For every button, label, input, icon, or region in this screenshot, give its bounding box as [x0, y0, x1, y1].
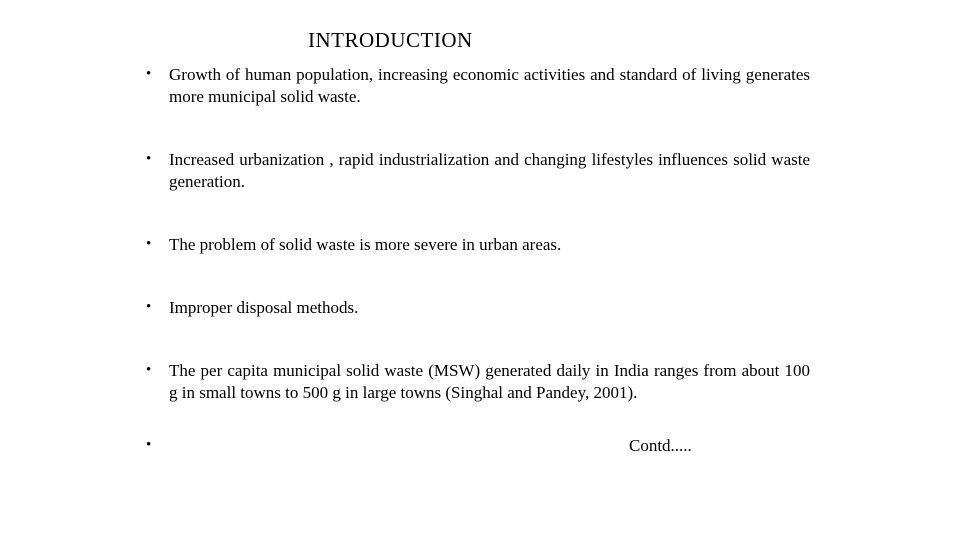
continued-label: Contd..... — [629, 436, 692, 455]
list-item — [146, 234, 810, 256]
bullet-icon: • — [146, 236, 152, 252]
list-item — [146, 149, 810, 192]
bullet-text: Improper disposal methods. — [169, 298, 359, 317]
slide-title: INTRODUCTION — [308, 28, 473, 52]
bullet-text: Increased urbanization , rapid industrialization and changing lifestyles influences solid waste generation. — [169, 150, 810, 191]
bullet-icon: • — [146, 299, 152, 315]
bullet-text: Growth of human population, increasing economic activities and standard of living generates more municipal solid waste. — [169, 65, 810, 106]
list-item — [146, 64, 810, 107]
list-item — [146, 360, 810, 403]
list-item — [146, 297, 810, 319]
bullet-text: The per capita municipal solid waste (MSW) generated daily in India ranges from about 100 g in small towns to 500 g in large towns (Singhal and Pandey, 2001). — [169, 361, 810, 402]
bullet-icon: • — [146, 437, 152, 453]
bullet-icon: • — [146, 362, 152, 378]
bullet-text: The problem of solid waste is more severe in urban areas. — [169, 235, 562, 254]
bullet-icon: • — [146, 151, 152, 167]
bullet-icon: • — [146, 66, 152, 82]
